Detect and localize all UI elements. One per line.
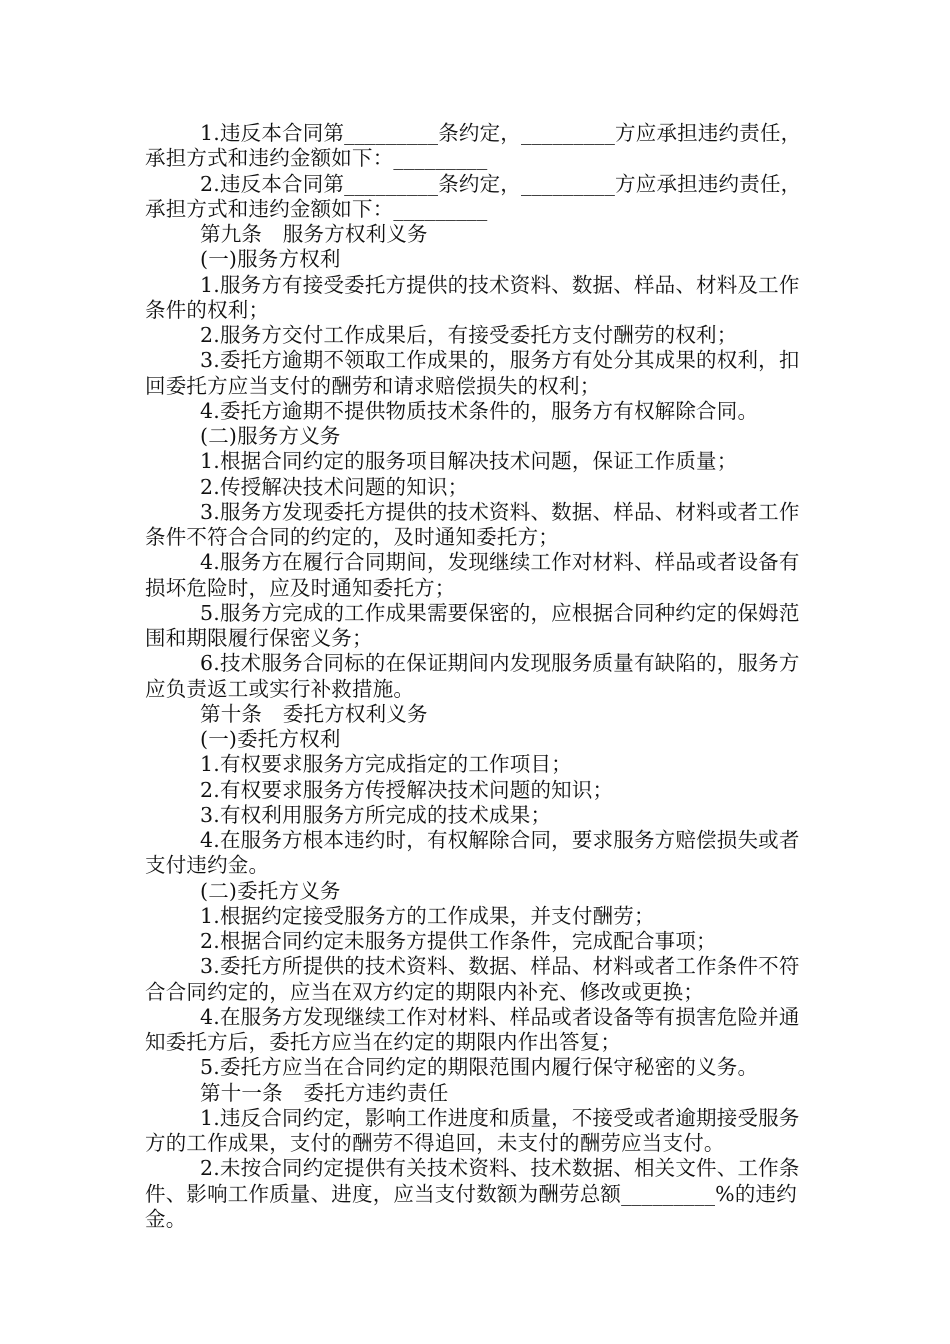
list-item: 1.有权要求服务方完成指定的工作项目； (200, 752, 572, 777)
list-item: 1.服务方有接受委托方提供的技术资料、数据、样品、材料及工作条件的权利； (145, 272, 800, 322)
document-body (145, 121, 815, 1232)
list-item: 5.服务方完成的工作成果需要保密的，应根据合同种约定的保姆范围和期限履行保密义务； (145, 600, 800, 650)
section-heading: (一)服务方权利 (200, 247, 341, 272)
list-item: 4.在服务方根本违约时，有权解除合同，要求服务方赔偿损失或者支付违约金。 (145, 828, 800, 878)
list-item: 4.委托方逾期不提供物质技术条件的，服务方有权解除合同。 (200, 398, 759, 423)
list-item: 1.根据约定接受服务方的工作成果，并支付酬劳； (200, 903, 655, 928)
article-9-heading: 第九条 服务方权利义务 (200, 222, 428, 246)
list-item: 6.技术服务合同标的在保证期间内发现服务质量有缺陷的，服务方应负责返工或实行补救措施。 (145, 651, 800, 701)
list-item: 2.传授解决技术问题的知识； (200, 474, 469, 499)
article-10-heading: 第十条 委托方权利义务 (200, 701, 428, 726)
list-item: 2.服务方交付工作成果后，有接受委托方支付酬劳的权利； (200, 323, 738, 347)
section-heading: (二)服务方义务 (200, 424, 341, 448)
list-item: 1.违反合同约定，影响工作进度和质量，不接受或者逾期接受服务方的工作成果，支付的酬劳不得追回，未支付的酬劳应当支付。 (145, 1105, 800, 1155)
list-item: 2.未按合同约定提供有关技术资料、技术数据、相关文件、工作条件、影响工作质量、进度，应当支付数额为酬劳总额_________%的违约金。 (145, 1156, 800, 1231)
list-item: 3.委托方逾期不领取工作成果的，服务方有处分其成果的权利，扣回委托方应当支付的酬劳和请求赔偿损失的权利； (145, 348, 800, 398)
list-item: 1.根据合同约定的服务项目解决技术问题，保证工作质量； (200, 449, 738, 474)
list-item: 3.委托方所提供的技术资料、数据、样品、材料或者工作条件不符合合同约定的，应当在双方约定的期限内补充、修改或更换； (145, 954, 800, 1004)
list-item: 2.有权要求服务方传授解决技术问题的知识； (200, 777, 614, 802)
list-item: 4.在服务方发现继续工作对材料、样品或者设备等有损害危险并通知委托方后，委托方应当在约定的期限内作出答复； (145, 1004, 800, 1054)
list-item: 5.委托方应当在合同约定的期限范围内履行保守秘密的义务。 (200, 1055, 759, 1080)
list-item: 3.服务方发现委托方提供的技术资料、数据、样品、材料或者工作条件不符合合同的约定的，及时通知委托方； (145, 499, 800, 549)
clause-breach-2: 2.违反本合同第_________条约定，_________方应承担违约责任，承担方式和违约金额如下：_________ (145, 171, 802, 221)
section-heading: (一)委托方权利 (200, 727, 341, 751)
section-heading: (二)委托方义务 (200, 878, 341, 903)
list-item: 2.根据合同约定未服务方提供工作条件，完成配合事项； (200, 929, 717, 953)
list-item: 4.服务方在履行合同期间，发现继续工作对材料、样品或者设备有损坏危险时，应及时通知委托方； (145, 550, 800, 600)
article-11-heading: 第十一条 委托方违约责任 (200, 1080, 449, 1105)
list-item: 3.有权利用服务方所完成的技术成果； (200, 802, 552, 827)
clause-breach-1: 1.违反本合同第_________条约定，_________方应承担违约责任，承担方式和违约金额如下：_________ (145, 121, 802, 171)
